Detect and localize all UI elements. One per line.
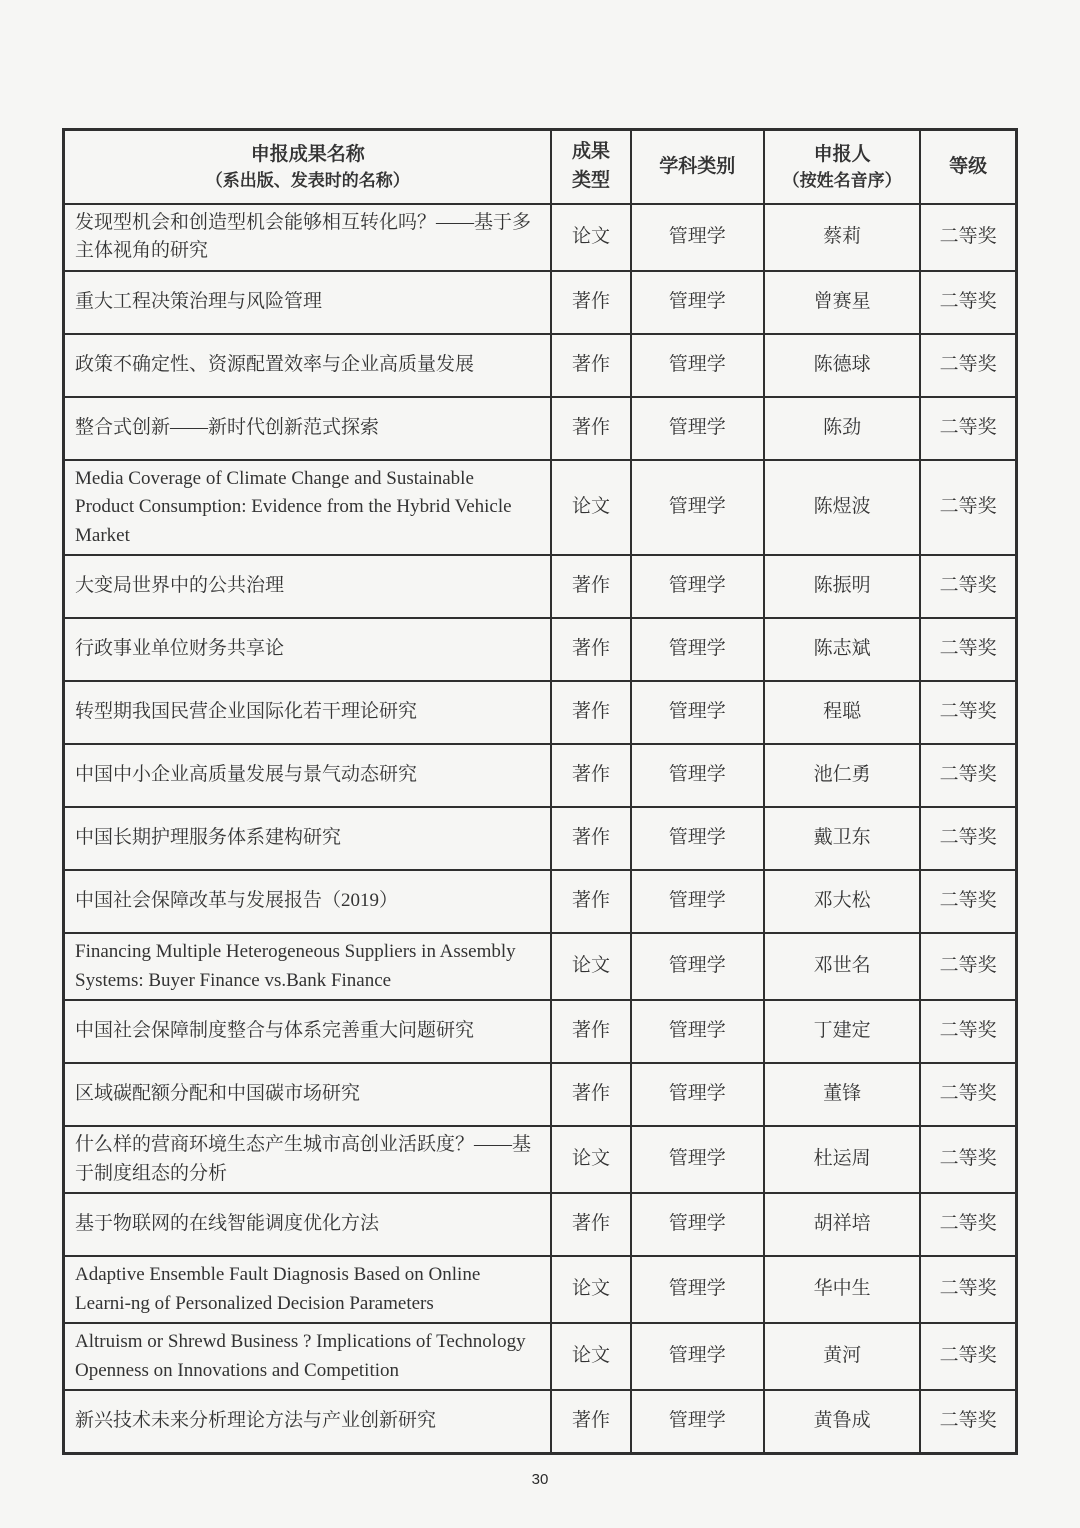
achievement-type-cell: 著作 (551, 618, 630, 681)
table-row (64, 460, 1017, 556)
award-grade-cell: 二等奖 (920, 1193, 1016, 1256)
page-number: 30 (531, 1470, 549, 1488)
subject-category-cell: 管理学 (631, 681, 764, 744)
achievement-name-cell: 新兴技术未来分析理论方法与产业创新研究 (64, 1390, 552, 1453)
achievement-name-cell: Adaptive Ensemble Fault Diagnosis Based on Online Learni-ng of Personalized Decision Parameters (64, 1256, 552, 1323)
applicant-name-cell: 丁建定 (764, 1000, 920, 1063)
col-header-achievement-name-subtitle: （系出版、发表时的名称） (205, 170, 410, 190)
achievement-name-cell: Media Coverage of Climate Change and Sustainable Product Consumption: Evidence from the Hybrid Vehicle Market (64, 460, 552, 556)
achievement-type-cell: 著作 (551, 1063, 630, 1126)
table-row (64, 334, 1017, 397)
award-grade-cell: 二等奖 (920, 460, 1016, 556)
achievement-name-cell: 重大工程决策治理与风险管理 (64, 271, 552, 334)
subject-category-cell: 管理学 (631, 1193, 764, 1256)
award-grade-cell: 二等奖 (920, 334, 1016, 397)
award-grade-cell: 二等奖 (920, 1256, 1016, 1323)
subject-category-cell: 管理学 (631, 1000, 764, 1063)
applicant-name-cell: 黄河 (764, 1323, 920, 1390)
table-row (64, 1323, 1017, 1390)
award-grade-cell: 二等奖 (920, 1390, 1016, 1453)
achievement-type-cell: 著作 (551, 681, 630, 744)
award-grade-cell: 二等奖 (920, 744, 1016, 807)
achievement-type-cell: 论文 (551, 204, 630, 271)
col-header-achievement-type: 成果 类型 (551, 130, 630, 204)
achievement-name-cell: 什么样的营商环境生态产生城市高创业活跃度？——基于制度组态的分析 (64, 1126, 552, 1193)
achievement-type-cell: 著作 (551, 1000, 630, 1063)
achievement-type-cell: 著作 (551, 807, 630, 870)
award-grade-cell: 二等奖 (920, 1126, 1016, 1193)
achievement-name-cell: 大变局世界中的公共治理 (64, 555, 552, 618)
awards-table-header (64, 130, 1017, 204)
achievement-name-cell: 中国长期护理服务体系建构研究 (64, 807, 552, 870)
achievement-type-cell: 著作 (551, 744, 630, 807)
table-row (64, 807, 1017, 870)
table-row (64, 744, 1017, 807)
col-header-applicant (764, 130, 920, 204)
subject-category-cell: 管理学 (631, 1323, 764, 1390)
applicant-name-cell: 华中生 (764, 1256, 920, 1323)
achievement-name-cell: 发现型机会和创造型机会能够相互转化吗？——基于多主体视角的研究 (64, 204, 552, 271)
award-grade-cell: 二等奖 (920, 1000, 1016, 1063)
award-grade-cell: 二等奖 (920, 681, 1016, 744)
subject-category-cell: 管理学 (631, 1256, 764, 1323)
applicant-name-cell: 程聪 (764, 681, 920, 744)
awards-table-body (64, 204, 1017, 1454)
achievement-name-cell: 政策不确定性、资源配置效率与企业高质量发展 (64, 334, 552, 397)
award-grade-cell: 二等奖 (920, 555, 1016, 618)
col-header-achievement-name (64, 130, 552, 204)
award-grade-cell: 二等奖 (920, 807, 1016, 870)
subject-category-cell: 管理学 (631, 271, 764, 334)
award-grade-cell: 二等奖 (920, 870, 1016, 933)
achievement-type-cell: 著作 (551, 870, 630, 933)
awards-table (62, 128, 1018, 1455)
applicant-name-cell: 胡祥培 (764, 1193, 920, 1256)
achievement-type-cell: 著作 (551, 1390, 630, 1453)
achievement-type-cell: 论文 (551, 933, 630, 1000)
table-row (64, 870, 1017, 933)
achievement-name-cell: Altruism or Shrewd Business ? Implications of Technology Openness on Innovations and Competition (64, 1323, 552, 1390)
achievement-type-cell: 著作 (551, 397, 630, 460)
achievement-name-cell: 基于物联网的在线智能调度优化方法 (64, 1193, 552, 1256)
subject-category-cell: 管理学 (631, 1063, 764, 1126)
table-row (64, 397, 1017, 460)
applicant-name-cell: 曾赛星 (764, 271, 920, 334)
achievement-name-cell: 转型期我国民营企业国际化若干理论研究 (64, 681, 552, 744)
table-row (64, 1063, 1017, 1126)
achievement-type-cell: 著作 (551, 555, 630, 618)
award-grade-cell: 二等奖 (920, 1063, 1016, 1126)
achievement-type-cell: 论文 (551, 1256, 630, 1323)
col-header-subject-category: 学科类别 (631, 130, 764, 204)
subject-category-cell: 管理学 (631, 397, 764, 460)
subject-category-cell: 管理学 (631, 870, 764, 933)
applicant-name-cell: 邓世名 (764, 933, 920, 1000)
subject-category-cell: 管理学 (631, 933, 764, 1000)
col-header-achievement-name-title: 申报成果名称 (250, 144, 365, 166)
applicant-name-cell: 黄鲁成 (764, 1390, 920, 1453)
subject-category-cell: 管理学 (631, 618, 764, 681)
applicant-name-cell: 陈煜波 (764, 460, 920, 556)
achievement-name-cell: 中国社会保障改革与发展报告（2019） (64, 870, 552, 933)
award-grade-cell: 二等奖 (920, 933, 1016, 1000)
subject-category-cell: 管理学 (631, 1390, 764, 1453)
table-row (64, 681, 1017, 744)
applicant-name-cell: 池仁勇 (764, 744, 920, 807)
subject-category-cell: 管理学 (631, 1126, 764, 1193)
award-grade-cell: 二等奖 (920, 204, 1016, 271)
achievement-name-cell: 区域碳配额分配和中国碳市场研究 (64, 1063, 552, 1126)
table-row (64, 1000, 1017, 1063)
table-row (64, 933, 1017, 1000)
achievement-name-cell: 整合式创新——新时代创新范式探索 (64, 397, 552, 460)
achievement-name-cell: 中国社会保障制度整合与体系完善重大问题研究 (64, 1000, 552, 1063)
table-row (64, 1126, 1017, 1193)
header-row (64, 130, 1017, 204)
achievement-name-cell: 中国中小企业高质量发展与景气动态研究 (64, 744, 552, 807)
col-header-applicant-title: 申报人 (813, 144, 871, 166)
table-row (64, 1193, 1017, 1256)
applicant-name-cell: 杜运周 (764, 1126, 920, 1193)
col-header-grade: 等级 (920, 130, 1016, 204)
subject-category-cell: 管理学 (631, 204, 764, 271)
achievement-type-cell: 论文 (551, 1323, 630, 1390)
subject-category-cell: 管理学 (631, 334, 764, 397)
achievement-type-cell: 著作 (551, 271, 630, 334)
achievement-type-cell: 论文 (551, 460, 630, 556)
table-row (64, 204, 1017, 271)
subject-category-cell: 管理学 (631, 807, 764, 870)
applicant-name-cell: 陈德球 (764, 334, 920, 397)
applicant-name-cell: 董锋 (764, 1063, 920, 1126)
subject-category-cell: 管理学 (631, 460, 764, 556)
award-grade-cell: 二等奖 (920, 618, 1016, 681)
table-row (64, 1390, 1017, 1453)
achievement-name-cell: Financing Multiple Heterogeneous Suppliers in Assembly Systems: Buyer Finance vs.Bank Finance (64, 933, 552, 1000)
achievement-name-cell: 行政事业单位财务共享论 (64, 618, 552, 681)
subject-category-cell: 管理学 (631, 744, 764, 807)
col-header-applicant-subtitle: （按姓名音序） (782, 170, 902, 190)
achievement-type-cell: 著作 (551, 1193, 630, 1256)
subject-category-cell: 管理学 (631, 555, 764, 618)
award-grade-cell: 二等奖 (920, 1323, 1016, 1390)
table-row (64, 555, 1017, 618)
award-grade-cell: 二等奖 (920, 271, 1016, 334)
achievement-type-cell: 著作 (551, 334, 630, 397)
achievement-type-cell: 论文 (551, 1126, 630, 1193)
table-row (64, 271, 1017, 334)
table-row (64, 618, 1017, 681)
applicant-name-cell: 邓大松 (764, 870, 920, 933)
award-grade-cell: 二等奖 (920, 397, 1016, 460)
applicant-name-cell: 蔡莉 (764, 204, 920, 271)
applicant-name-cell: 陈志斌 (764, 618, 920, 681)
applicant-name-cell: 陈劲 (764, 397, 920, 460)
applicant-name-cell: 陈振明 (764, 555, 920, 618)
applicant-name-cell: 戴卫东 (764, 807, 920, 870)
table-row (64, 1256, 1017, 1323)
